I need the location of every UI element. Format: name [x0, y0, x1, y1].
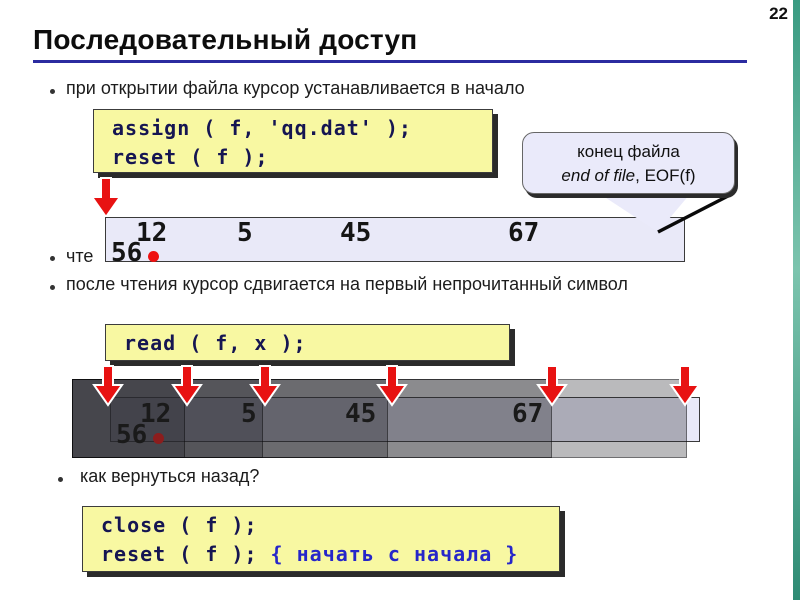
- code-segment: );: [267, 331, 307, 355]
- cursor-arrow-icon: [89, 177, 123, 219]
- record-dot-icon: [153, 433, 164, 444]
- code-line: [101, 540, 559, 569]
- code-segment: reset ( f );: [101, 542, 271, 566]
- strip-cell: 67: [508, 218, 540, 248]
- callout-line: [523, 164, 734, 188]
- eof-callout: [522, 132, 735, 194]
- callout-line: конец файла: [577, 142, 680, 161]
- cursor-arrow-icon: [248, 365, 282, 407]
- strip-cell: 5: [241, 399, 257, 429]
- strip-cell: 12: [136, 218, 168, 248]
- strip-cell: 45: [345, 399, 377, 429]
- code-comment: { начать с начала }: [270, 542, 519, 566]
- cursor-arrow-icon: [535, 365, 569, 407]
- strip-pending-value: 56: [111, 238, 143, 268]
- page-number: 22: [769, 4, 788, 23]
- bullet-dot: [50, 256, 55, 261]
- callout-rest: , EOF(f): [635, 166, 696, 185]
- bullet-open-file: при открытии файла курсор устанавливается в начало: [66, 78, 525, 98]
- cursor-arrow-icon: [375, 365, 409, 407]
- strip-cell: 5: [237, 218, 253, 248]
- strip-cell: 45: [340, 218, 372, 248]
- title-underline: [33, 60, 747, 63]
- code-line: close ( f );: [101, 513, 258, 537]
- code-segment: read ( f,: [124, 331, 255, 355]
- cursor-arrow-icon: [91, 365, 125, 407]
- bullet-dot: [58, 477, 63, 482]
- code-line: [124, 329, 509, 358]
- bullet-go-back: как вернуться назад?: [80, 466, 260, 486]
- page-title: Последовательный доступ: [33, 24, 418, 55]
- bullet-dot: [50, 285, 55, 290]
- code-var-x: x: [254, 331, 268, 355]
- code-line: reset ( f );: [112, 145, 269, 169]
- strip-cell: 67: [512, 399, 544, 429]
- strip-cell: 12: [140, 399, 172, 429]
- record-dot-icon: [148, 251, 159, 262]
- callout-italic: end of file: [561, 166, 636, 185]
- code-box-open: [93, 109, 493, 173]
- bullet-dot: [50, 89, 55, 94]
- bullet-hidden-fragment: чте: [66, 246, 94, 266]
- code-line: assign ( f, 'qq.dat' );: [112, 116, 412, 140]
- code-box-read: [105, 324, 510, 361]
- strip-pending-value: 56: [116, 420, 148, 450]
- cursor-arrow-icon: [668, 365, 702, 407]
- slide-edge-stripe: [793, 0, 800, 600]
- callout-tail-icon: [575, 192, 735, 236]
- bullet-after-read: после чтения курсор сдвигается на первый непрочитанный символ: [66, 274, 628, 294]
- cursor-arrow-icon: [170, 365, 204, 407]
- code-box-close: [82, 506, 560, 572]
